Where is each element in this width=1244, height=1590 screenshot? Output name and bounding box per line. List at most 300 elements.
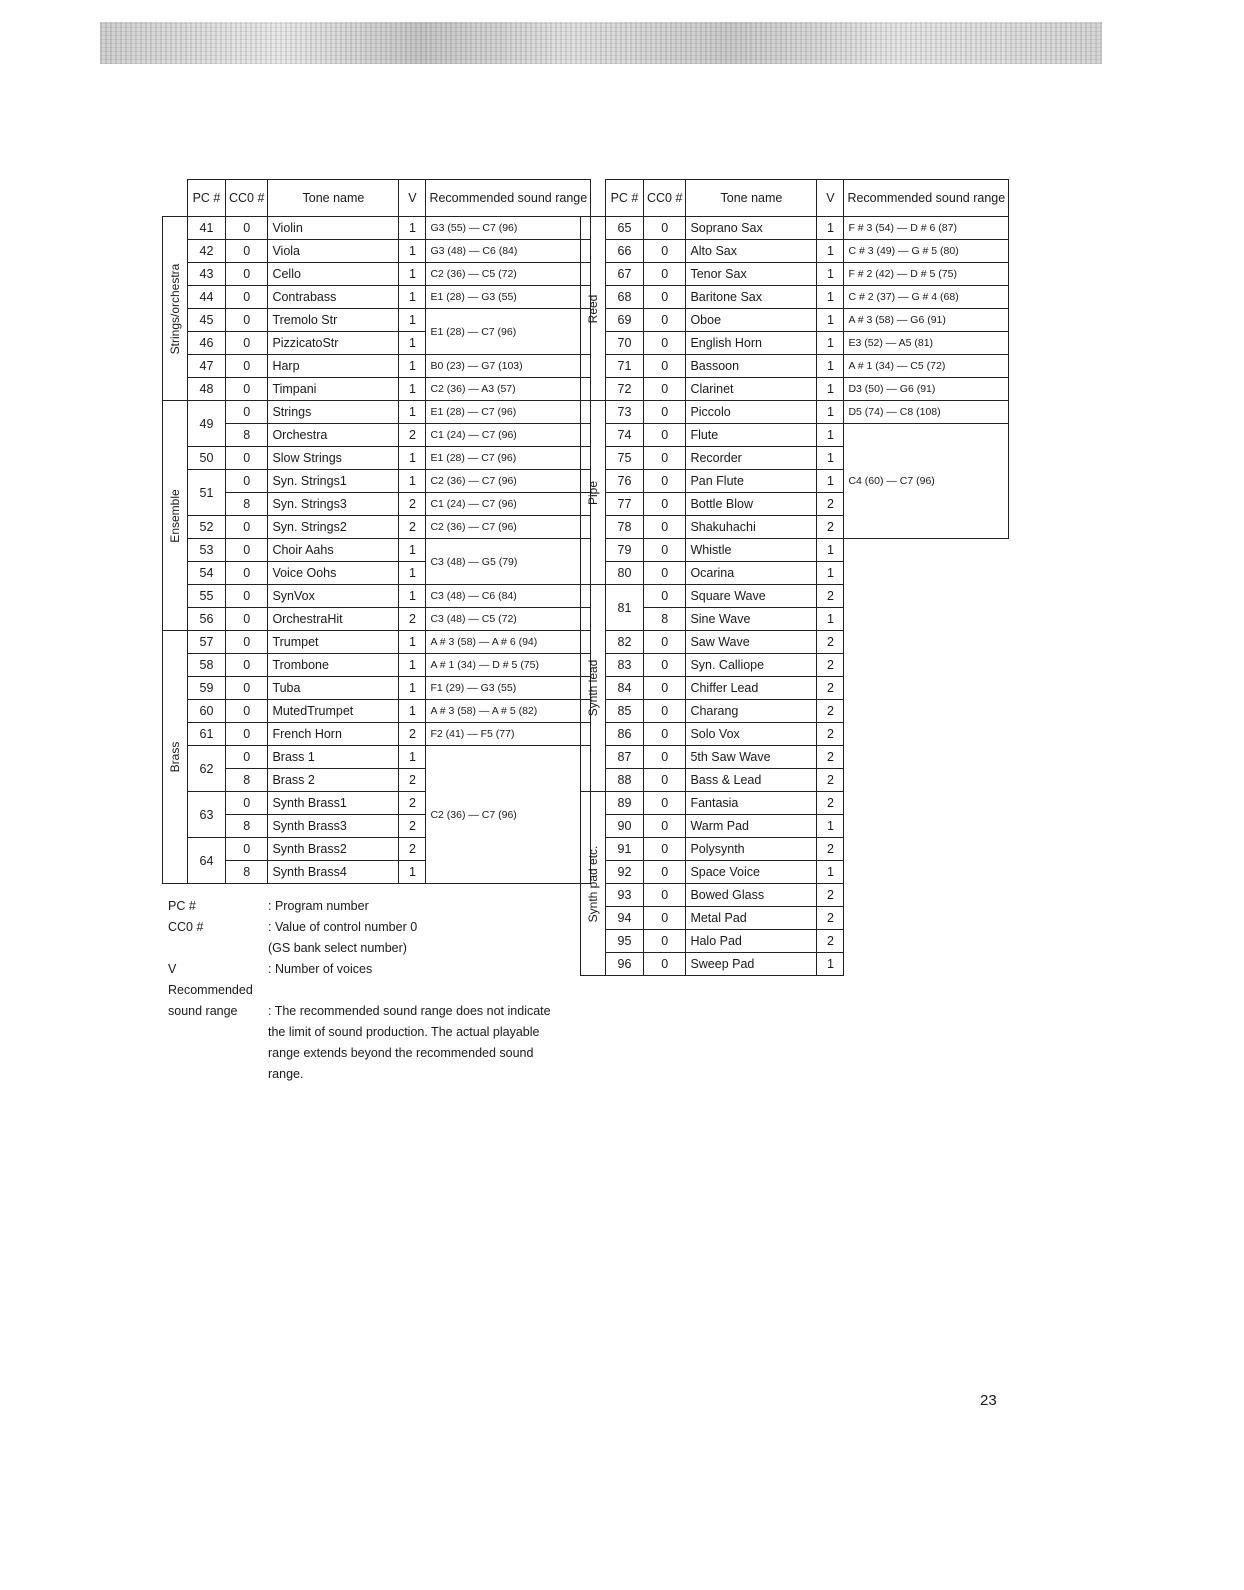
sound-range: E1 (28) — C7 (96) <box>426 401 591 424</box>
legend <box>168 896 568 1085</box>
voice-count: 1 <box>817 401 844 424</box>
program-number: 70 <box>606 332 644 355</box>
program-number: 76 <box>606 470 644 493</box>
program-number: 86 <box>606 723 644 746</box>
program-number: 91 <box>606 838 644 861</box>
cc0-value: 0 <box>226 355 268 378</box>
tone-name: Tremolo Str <box>268 309 399 332</box>
legend-definition <box>268 980 568 1001</box>
cc0-value: 0 <box>644 815 686 838</box>
sound-range: C2 (36) — C7 (96) <box>426 516 591 539</box>
cc0-value: 0 <box>644 240 686 263</box>
program-number: 48 <box>188 378 226 401</box>
category-header <box>581 180 606 217</box>
legend-row <box>168 938 568 959</box>
cc0-value: 0 <box>226 240 268 263</box>
cc0-value: 8 <box>226 861 268 884</box>
table-row <box>581 240 1009 263</box>
legend-definition: (GS bank select number) <box>268 941 407 955</box>
table-row <box>163 401 591 424</box>
sound-range: C3 (48) — C5 (72) <box>426 608 591 631</box>
sound-range: C # 3 (49) — G # 5 (80) <box>844 240 1009 263</box>
category-label: Reed <box>586 294 600 323</box>
category-label: Strings/orchestra <box>168 263 182 354</box>
table-row <box>581 884 1009 907</box>
voice-count: 2 <box>817 884 844 907</box>
legend-row <box>168 959 568 980</box>
sound-range: C3 (48) — G5 (79) <box>426 539 591 585</box>
voice-count: 2 <box>399 424 426 447</box>
program-number: 56 <box>188 608 226 631</box>
tone-name-header: Tone name <box>686 180 817 217</box>
legend-definition: : Number of voices <box>268 962 373 976</box>
voice-count: 1 <box>817 470 844 493</box>
tone-name: Violin <box>268 217 399 240</box>
cc0-value: 0 <box>644 861 686 884</box>
legend-term: sound range <box>168 1004 238 1018</box>
cc0-value: 0 <box>226 723 268 746</box>
voice-count: 1 <box>399 654 426 677</box>
program-number: 42 <box>188 240 226 263</box>
table-row <box>163 263 591 286</box>
legend-row <box>168 917 568 938</box>
voice-count: 1 <box>399 355 426 378</box>
program-number: 65 <box>606 217 644 240</box>
tone-name: Chiffer Lead <box>686 677 817 700</box>
table-row <box>163 608 591 631</box>
category-label: Brass <box>168 741 182 773</box>
category-label: Ensemble <box>168 488 182 543</box>
table-row <box>163 539 591 562</box>
voice-count: 1 <box>817 447 844 470</box>
legend-definition: : Value of control number 0 <box>268 920 418 934</box>
category-header <box>163 180 188 217</box>
voice-count: 1 <box>399 677 426 700</box>
voice-count: 1 <box>399 263 426 286</box>
program-number: 41 <box>188 217 226 240</box>
cc0-value: 0 <box>644 907 686 930</box>
sound-range: F1 (29) — G3 (55) <box>426 677 591 700</box>
voice-count: 1 <box>399 401 426 424</box>
cc0-value: 0 <box>226 447 268 470</box>
table-row <box>581 424 1009 447</box>
program-number: 67 <box>606 263 644 286</box>
table-row <box>163 746 591 769</box>
sound-range: E1 (28) — C7 (96) <box>426 309 591 355</box>
table-row <box>581 378 1009 401</box>
tone-name: Solo Vox <box>686 723 817 746</box>
cc0-value: 0 <box>644 746 686 769</box>
cc0-value: 0 <box>226 677 268 700</box>
tone-name: Baritone Sax <box>686 286 817 309</box>
tone-name: Syn. Strings3 <box>268 493 399 516</box>
voice-count: 1 <box>399 700 426 723</box>
program-number: 88 <box>606 769 644 792</box>
voice-count: 1 <box>817 424 844 447</box>
table-row <box>581 585 1009 608</box>
table-row <box>163 217 591 240</box>
sound-range: F # 3 (54) — D # 6 (87) <box>844 217 1009 240</box>
table-row <box>581 654 1009 677</box>
voice-count: 1 <box>399 240 426 263</box>
tone-name-header: Tone name <box>268 180 399 217</box>
legend-row <box>168 1001 568 1085</box>
cc0-value: 0 <box>226 654 268 677</box>
sound-range-header: Recommended sound range <box>426 180 591 217</box>
voice-count: 1 <box>399 470 426 493</box>
voice-count: 1 <box>817 286 844 309</box>
tone-name: Flute <box>686 424 817 447</box>
legend-term: PC # <box>168 899 196 913</box>
category-label: Pipe <box>586 480 600 505</box>
voice-count: 1 <box>817 240 844 263</box>
tone-name: Brass 2 <box>268 769 399 792</box>
table-row <box>581 401 1009 424</box>
table-row <box>581 700 1009 723</box>
voice-count: 1 <box>817 953 844 976</box>
program-number: 50 <box>188 447 226 470</box>
category-cell <box>581 217 606 401</box>
cc0-value: 0 <box>226 585 268 608</box>
table-row <box>581 631 1009 654</box>
cc0-value: 0 <box>226 332 268 355</box>
program-number: 81 <box>606 585 644 631</box>
cc0-value: 0 <box>644 217 686 240</box>
voice-count: 2 <box>399 608 426 631</box>
voice-count: 2 <box>817 677 844 700</box>
sound-range: A # 3 (58) — A # 5 (82) <box>426 700 591 723</box>
pc-header: PC # <box>188 180 226 217</box>
cc0-value: 0 <box>226 263 268 286</box>
voice-count: 1 <box>399 585 426 608</box>
voice-count: 1 <box>817 562 844 585</box>
program-number: 96 <box>606 953 644 976</box>
table-row <box>163 700 591 723</box>
program-number: 59 <box>188 677 226 700</box>
cc0-value: 0 <box>644 286 686 309</box>
voice-count: 1 <box>399 539 426 562</box>
tone-name: Strings <box>268 401 399 424</box>
sound-range: A # 1 (34) — D # 5 (75) <box>426 654 591 677</box>
tone-name: Saw Wave <box>686 631 817 654</box>
table-header <box>581 180 1009 217</box>
cc0-value: 0 <box>226 217 268 240</box>
cc0-value: 0 <box>644 562 686 585</box>
cc0-value: 0 <box>644 378 686 401</box>
tone-name: Charang <box>686 700 817 723</box>
voice-count: 2 <box>817 838 844 861</box>
voice-count: 2 <box>817 907 844 930</box>
table-row <box>581 539 1009 562</box>
legend-definition: : The recommended sound range does not indicate the limit of sound production. The actual playable range extends beyond the recommended sound range. <box>268 1004 551 1081</box>
voice-count: 1 <box>399 378 426 401</box>
voice-count: 1 <box>399 217 426 240</box>
tone-name: Trombone <box>268 654 399 677</box>
tone-name: Timpani <box>268 378 399 401</box>
voice-count: 2 <box>399 723 426 746</box>
program-number: 52 <box>188 516 226 539</box>
voice-count: 2 <box>817 631 844 654</box>
program-number: 43 <box>188 263 226 286</box>
cc0-value: 0 <box>644 539 686 562</box>
voice-count: 1 <box>399 562 426 585</box>
legend-term <box>168 938 268 959</box>
cc0-value: 8 <box>226 493 268 516</box>
program-number: 89 <box>606 792 644 815</box>
cc0-value: 0 <box>226 516 268 539</box>
category-cell <box>581 585 606 792</box>
sound-range: D5 (74) — C8 (108) <box>844 401 1009 424</box>
cc0-value: 0 <box>226 562 268 585</box>
program-number: 93 <box>606 884 644 907</box>
voice-count: 1 <box>817 355 844 378</box>
cc0-value: 0 <box>644 930 686 953</box>
table-header <box>163 180 591 217</box>
program-number: 57 <box>188 631 226 654</box>
cc0-value: 0 <box>644 953 686 976</box>
program-number: 87 <box>606 746 644 769</box>
cc0-value: 0 <box>226 378 268 401</box>
cc0-value: 0 <box>226 608 268 631</box>
table-row <box>163 516 591 539</box>
tone-name: Choir Aahs <box>268 539 399 562</box>
program-number: 47 <box>188 355 226 378</box>
cc0-value: 0 <box>644 654 686 677</box>
cc0-value: 8 <box>226 769 268 792</box>
tone-name: Whistle <box>686 539 817 562</box>
tone-name: Ocarina <box>686 562 817 585</box>
table-row <box>163 378 591 401</box>
tone-name: Fantasia <box>686 792 817 815</box>
cc0-value: 0 <box>644 792 686 815</box>
cc0-value: 0 <box>644 401 686 424</box>
table-row <box>163 585 591 608</box>
sound-range: C2 (36) — C7 (96) <box>426 470 591 493</box>
cc0-value: 0 <box>226 631 268 654</box>
cc0-value: 0 <box>644 355 686 378</box>
tone-name: Sine Wave <box>686 608 817 631</box>
legend-definition: : Program number <box>268 899 369 913</box>
table-row <box>581 930 1009 953</box>
voice-count: 1 <box>817 263 844 286</box>
program-number: 72 <box>606 378 644 401</box>
tone-name: Metal Pad <box>686 907 817 930</box>
program-number: 71 <box>606 355 644 378</box>
tone-name: Bassoon <box>686 355 817 378</box>
pc-header: PC # <box>606 180 644 217</box>
cc0-value: 0 <box>226 286 268 309</box>
cc0-value: 0 <box>644 700 686 723</box>
tone-name: Contrabass <box>268 286 399 309</box>
table-row <box>163 677 591 700</box>
cc0-value: 0 <box>226 792 268 815</box>
program-number: 78 <box>606 516 644 539</box>
category-cell <box>163 217 188 401</box>
tone-name: OrchestraHit <box>268 608 399 631</box>
cc0-value: 0 <box>644 631 686 654</box>
tone-table-right <box>580 179 1009 976</box>
voice-count: 2 <box>399 516 426 539</box>
cc0-header: CC0 # <box>644 180 686 217</box>
voice-count: 1 <box>817 608 844 631</box>
tone-name: Harp <box>268 355 399 378</box>
voices-header: V <box>399 180 426 217</box>
tone-name: Tenor Sax <box>686 263 817 286</box>
voice-count: 1 <box>817 309 844 332</box>
cc0-value: 0 <box>644 447 686 470</box>
voice-count: 1 <box>817 861 844 884</box>
tone-name: Warm Pad <box>686 815 817 838</box>
table-row <box>163 286 591 309</box>
cc0-value: 0 <box>644 470 686 493</box>
voice-count: 2 <box>399 493 426 516</box>
tone-name: Sweep Pad <box>686 953 817 976</box>
sound-range: C4 (60) — C7 (96) <box>844 424 1009 539</box>
tone-name: Synth Brass1 <box>268 792 399 815</box>
sound-range: E1 (28) — C7 (96) <box>426 447 591 470</box>
table-row <box>163 493 591 516</box>
table-row <box>581 332 1009 355</box>
tone-name: Alto Sax <box>686 240 817 263</box>
sound-range: A # 1 (34) — C5 (72) <box>844 355 1009 378</box>
category-cell <box>581 792 606 976</box>
voice-count: 1 <box>399 332 426 355</box>
program-number: 77 <box>606 493 644 516</box>
program-number: 95 <box>606 930 644 953</box>
voice-count: 2 <box>817 516 844 539</box>
tone-name: Recorder <box>686 447 817 470</box>
program-number: 61 <box>188 723 226 746</box>
sound-range: C # 2 (37) — G # 4 (68) <box>844 286 1009 309</box>
tone-name: 5th Saw Wave <box>686 746 817 769</box>
cc0-value: 0 <box>226 539 268 562</box>
header-band <box>100 22 1102 64</box>
tone-name: Oboe <box>686 309 817 332</box>
sound-range: G3 (55) — C7 (96) <box>426 217 591 240</box>
sound-range: C2 (36) — A3 (57) <box>426 378 591 401</box>
table-row <box>581 953 1009 976</box>
voice-count: 2 <box>817 746 844 769</box>
program-number: 55 <box>188 585 226 608</box>
sound-range: C2 (36) — C7 (96) <box>426 746 591 884</box>
cc0-value: 0 <box>644 884 686 907</box>
sound-range: E3 (52) — A5 (81) <box>844 332 1009 355</box>
voice-count: 2 <box>817 700 844 723</box>
table-row <box>581 608 1009 631</box>
voice-count: 2 <box>817 723 844 746</box>
cc0-value: 0 <box>644 838 686 861</box>
program-number: 63 <box>188 792 226 838</box>
table-row <box>581 907 1009 930</box>
cc0-value: 0 <box>644 769 686 792</box>
voice-count: 2 <box>399 815 426 838</box>
program-number: 53 <box>188 539 226 562</box>
table-row <box>581 286 1009 309</box>
cc0-value: 8 <box>644 608 686 631</box>
voice-count: 2 <box>399 838 426 861</box>
table-row <box>581 217 1009 240</box>
table-row <box>581 355 1009 378</box>
tone-name: Soprano Sax <box>686 217 817 240</box>
voice-count: 1 <box>399 286 426 309</box>
tone-name: Piccolo <box>686 401 817 424</box>
tone-name: Pan Flute <box>686 470 817 493</box>
voice-count: 2 <box>399 769 426 792</box>
tone-name: Space Voice <box>686 861 817 884</box>
tone-name: Polysynth <box>686 838 817 861</box>
voice-count: 2 <box>817 769 844 792</box>
program-number: 94 <box>606 907 644 930</box>
table-row <box>163 240 591 263</box>
tone-name: Syn. Strings2 <box>268 516 399 539</box>
cc0-value: 0 <box>644 723 686 746</box>
sound-range: A # 3 (58) — A # 6 (94) <box>426 631 591 654</box>
legend-row <box>168 980 568 1001</box>
program-number: 58 <box>188 654 226 677</box>
table-row <box>581 677 1009 700</box>
program-number: 64 <box>188 838 226 884</box>
program-number: 83 <box>606 654 644 677</box>
tone-name: MutedTrumpet <box>268 700 399 723</box>
category-label: Synth pad etc. <box>586 845 600 922</box>
page-number: 23 <box>980 1392 997 1409</box>
cc0-value: 0 <box>226 309 268 332</box>
program-number: 60 <box>188 700 226 723</box>
tone-name: Voice Oohs <box>268 562 399 585</box>
voice-count: 1 <box>399 631 426 654</box>
voice-count: 2 <box>817 493 844 516</box>
tone-name: SynVox <box>268 585 399 608</box>
tone-name: PizzicatoStr <box>268 332 399 355</box>
program-number: 49 <box>188 401 226 447</box>
voice-count: 2 <box>817 930 844 953</box>
table-row <box>581 769 1009 792</box>
tone-name: Viola <box>268 240 399 263</box>
program-number: 44 <box>188 286 226 309</box>
voice-count: 1 <box>399 309 426 332</box>
tone-name: French Horn <box>268 723 399 746</box>
tone-name: Tuba <box>268 677 399 700</box>
voice-count: 2 <box>817 654 844 677</box>
sound-range: C3 (48) — C6 (84) <box>426 585 591 608</box>
program-number: 90 <box>606 815 644 838</box>
tone-name: Syn. Strings1 <box>268 470 399 493</box>
table-row <box>581 723 1009 746</box>
table-row <box>581 562 1009 585</box>
table-row <box>163 309 591 332</box>
cc0-value: 8 <box>226 815 268 838</box>
cc0-value: 0 <box>644 332 686 355</box>
program-number: 82 <box>606 631 644 654</box>
tone-name: Synth Brass2 <box>268 838 399 861</box>
voice-count: 1 <box>399 861 426 884</box>
tone-name: Slow Strings <box>268 447 399 470</box>
table-row <box>163 447 591 470</box>
tone-table-left <box>162 179 591 884</box>
program-number: 66 <box>606 240 644 263</box>
cc0-value: 8 <box>226 424 268 447</box>
legend-term: Recommended <box>168 983 253 997</box>
legend-row <box>168 896 568 917</box>
tone-name: Clarinet <box>686 378 817 401</box>
program-number: 46 <box>188 332 226 355</box>
sound-range: D3 (50) — G6 (91) <box>844 378 1009 401</box>
tone-name: English Horn <box>686 332 817 355</box>
legend-term: CC0 # <box>168 920 204 934</box>
cc0-value: 0 <box>644 263 686 286</box>
tone-name: Orchestra <box>268 424 399 447</box>
sound-range: C1 (24) — C7 (96) <box>426 424 591 447</box>
